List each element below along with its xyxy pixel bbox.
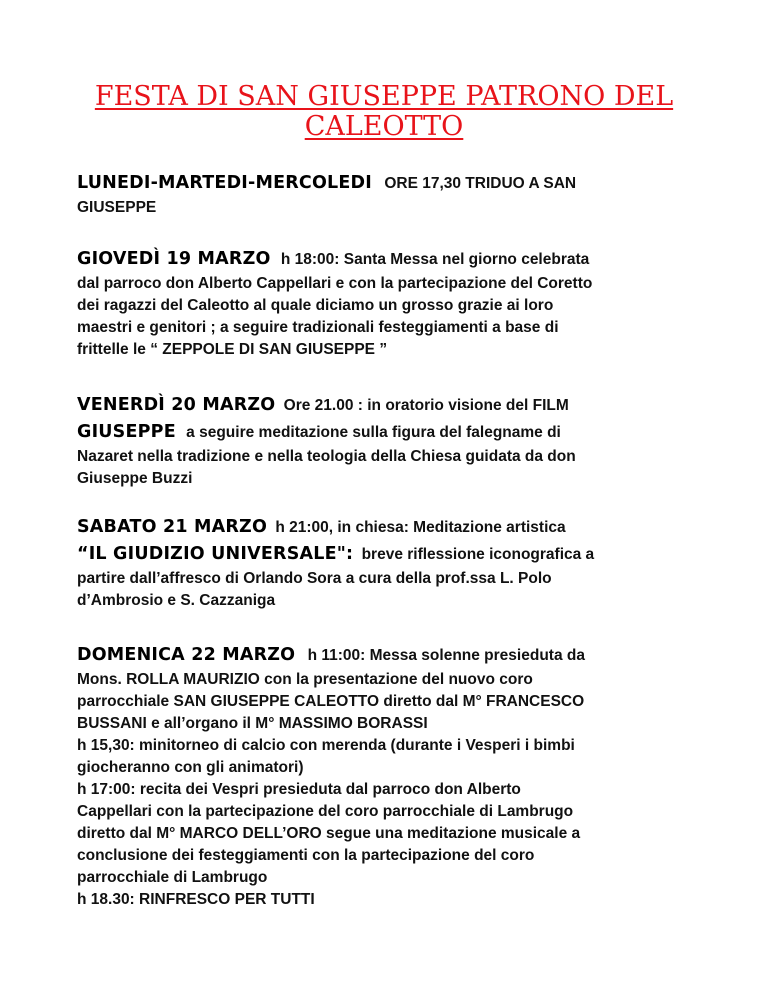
- section-heading: DOMENICA 22 MARZO: [77, 645, 296, 665]
- section-subtext: breve riflessione iconografica a: [361, 546, 595, 563]
- title-line-2: CALEOTTO: [304, 111, 464, 142]
- section-sabato: [77, 514, 697, 612]
- section-venerdi: [77, 392, 697, 490]
- section-heading-2: GIUSEPPE: [77, 422, 176, 442]
- section-line: d’Ambrosio e S. Cazzaniga: [77, 592, 276, 609]
- section-line: parrocchiale di Lambrugo: [77, 869, 268, 886]
- section-line: h 15,30: minitorneo di calcio con merenda (durante i Vesperi i bimbi: [77, 737, 575, 754]
- section-line: h 17:00: recita dei Vespri presieduta dal parroco don Alberto: [77, 781, 521, 798]
- section-time-text: ORE 17,30 TRIDUO A SAN: [384, 175, 577, 192]
- title-line-1: FESTA DI SAN GIUSEPPE PATRONO DEL: [94, 81, 674, 112]
- section-heading: VENERDÌ 20 MARZO: [77, 395, 276, 415]
- section-heading: GIOVEDÌ 19 MARZO: [77, 249, 271, 269]
- section-weekdays: [77, 170, 697, 219]
- section-line: Mons. ROLLA MAURIZIO con la presentazione del nuovo coro: [77, 671, 533, 688]
- section-line: Nazaret nella tradizione e nella teologia della Chiesa guidata da don: [77, 448, 576, 465]
- section-line: diretto dal M° MARCO DELL’ORO segue una meditazione musicale a: [77, 825, 581, 842]
- section-time-text: h 21:00, in chiesa: Meditazione artistica: [275, 519, 566, 536]
- section-line: conclusione dei festeggiamenti con la partecipazione del coro: [77, 847, 535, 864]
- section-time-text: h 18:00: Santa Messa nel giorno celebrata: [280, 251, 590, 268]
- section-line: Giuseppe Buzzi: [77, 470, 193, 487]
- section-time-text: Ore 21.00 : in oratorio visione del FILM: [283, 397, 569, 414]
- section-heading-2: “IL GIUDIZIO UNIVERSALE":: [77, 544, 354, 564]
- section-line: giocheranno con gli animatori): [77, 759, 304, 776]
- section-line: parrocchiale SAN GIUSEPPE CALEOTTO diretto dal M° FRANCESCO: [77, 693, 585, 710]
- section-heading: LUNEDI-MARTEDI-MERCOLEDI: [77, 173, 372, 193]
- section-line: partire dall’affresco di Orlando Sora a cura della prof.ssa L. Polo: [77, 570, 552, 587]
- section-line: dei ragazzi del Caleotto al quale diciamo un grosso grazie ai loro: [77, 297, 554, 314]
- section-giovedi: [77, 246, 697, 361]
- section-line: frittelle le “ ZEPPOLE DI SAN GIUSEPPE ”: [77, 341, 388, 358]
- section-heading: SABATO 21 MARZO: [77, 517, 268, 537]
- section-line: dal parroco don Alberto Cappellari e con la partecipazione del Coretto: [77, 275, 593, 292]
- section-line: GIUSEPPE: [77, 199, 157, 216]
- section-subtext: a seguire meditazione sulla figura del falegname di: [186, 424, 561, 441]
- section-line: h 18.30: RINFRESCO PER TUTTI: [77, 891, 315, 908]
- section-line: Cappellari con la partecipazione del coro parrocchiale di Lambrugo: [77, 803, 574, 820]
- section-domenica: [77, 642, 697, 911]
- section-line: BUSSANI e all’organo il M° MASSIMO BORASSI: [77, 715, 428, 732]
- page-title: [60, 82, 708, 142]
- section-time-text: h 11:00: Messa solenne presieduta da: [307, 647, 585, 664]
- section-line: maestri e genitori ; a seguire tradizionali festeggiamenti a base di: [77, 319, 559, 336]
